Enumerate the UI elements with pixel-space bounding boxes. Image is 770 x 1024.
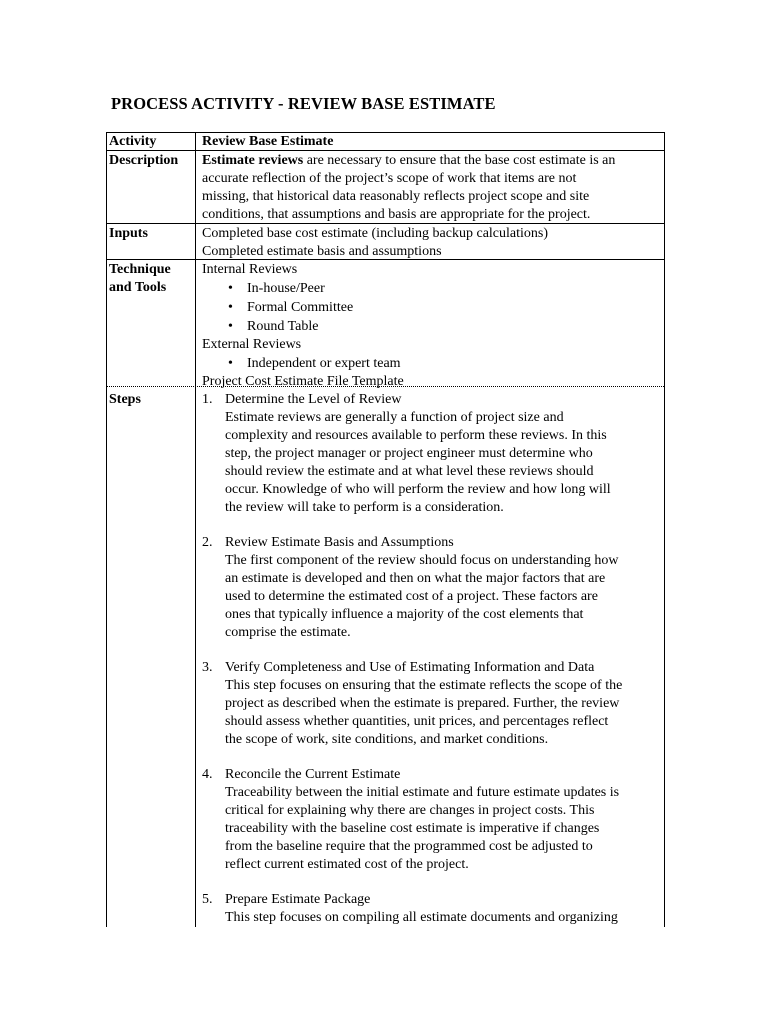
techniques-text	[202, 261, 660, 391]
description-line	[202, 152, 660, 170]
bullet-item	[202, 354, 660, 373]
description-line: conditions, that assumptions and basis are appropriate for the project.	[202, 207, 591, 222]
external-reviews-heading: External Reviews	[202, 337, 302, 352]
steps-label: Steps	[109, 392, 141, 407]
bullet-text: Independent or expert team	[247, 356, 401, 371]
step-title: Verify Completeness and Use of Estimating Information and Data	[225, 660, 595, 675]
step-line: the scope of work, site conditions, and market conditions.	[225, 732, 549, 747]
row-divider	[107, 150, 664, 151]
step-line: the review will take to perform is a consideration.	[225, 500, 504, 515]
page-title: PROCESS ACTIVITY - REVIEW BASE ESTIMATE	[111, 94, 496, 113]
activity-value: Review Base Estimate	[202, 134, 334, 149]
row-divider	[107, 386, 664, 387]
step-line: should assess whether quantities, unit prices, and percentages reflect	[225, 714, 609, 729]
step-line: step, the project manager or project engineer must determine who	[225, 446, 593, 461]
techniques-label-line2: and Tools	[109, 280, 167, 295]
step-line: comprise the estimate.	[225, 625, 351, 640]
description-line1-rest: are necessary to ensure that the base cost estimate is an	[303, 153, 616, 168]
step-line: This step focuses on compiling all estimate documents and organizing	[225, 910, 618, 925]
inputs-text	[202, 225, 660, 261]
step-line: ones that typically influence a majority of the cost elements that	[225, 607, 584, 622]
activity-label: Activity	[109, 134, 157, 149]
step-number: 5.	[202, 892, 213, 907]
process-activity-table	[106, 132, 665, 927]
inputs-line: Completed estimate basis and assumptions	[202, 244, 442, 259]
step-title: Reconcile the Current Estimate	[225, 767, 401, 782]
step-item	[202, 391, 660, 517]
inputs-label: Inputs	[109, 226, 148, 241]
internal-reviews-heading: Internal Reviews	[202, 262, 298, 277]
description-lead: Estimate reviews	[202, 153, 304, 168]
step-line: Traceability between the initial estimate and future estimate updates is	[225, 785, 620, 800]
step-line: should review the estimate and at what level these reviews should	[225, 464, 594, 479]
bullet-text: Formal Committee	[247, 300, 354, 315]
column-divider	[195, 133, 196, 927]
step-line: used to determine the estimated cost of a project. These factors are	[225, 589, 598, 604]
template-line: Project Cost Estimate File Template	[202, 374, 404, 389]
bullet-icon: •	[228, 356, 233, 371]
bullet-icon: •	[228, 300, 233, 315]
bullet-item	[202, 317, 660, 336]
bullet-item	[202, 298, 660, 317]
step-number: 3.	[202, 660, 213, 675]
step-line: The first component of the review should focus on understanding how	[225, 553, 619, 568]
step-line: from the baseline require that the programmed cost be adjusted to	[225, 839, 593, 854]
step-title: Determine the Level of Review	[225, 392, 402, 407]
description-label: Description	[109, 153, 179, 168]
bullet-icon: •	[228, 319, 233, 334]
step-item	[202, 766, 660, 874]
step-number: 4.	[202, 767, 213, 782]
step-item	[202, 534, 660, 642]
description-text	[202, 152, 660, 224]
description-line: missing, that historical data reasonably reflects project scope and site	[202, 189, 590, 204]
description-line: accurate reflection of the project’s scope of work that items are not	[202, 171, 577, 186]
bullet-text: In-house/Peer	[247, 281, 325, 296]
step-line: occur. Knowledge of who will perform the review and how long will	[225, 482, 611, 497]
step-line: complexity and resources available to perform these reviews. In this	[225, 428, 607, 443]
step-line: an estimate is developed and then on what the major factors that are	[225, 571, 606, 586]
step-line: This step focuses on ensuring that the estimate reflects the scope of the	[225, 678, 623, 693]
step-number: 2.	[202, 535, 213, 550]
bullet-item	[202, 279, 660, 298]
step-line: critical for explaining why there are changes in project costs. This	[225, 803, 595, 818]
bullet-text: Round Table	[247, 319, 319, 334]
step-item	[202, 659, 660, 749]
inputs-line: Completed base cost estimate (including backup calculations)	[202, 226, 549, 241]
step-title: Review Estimate Basis and Assumptions	[225, 535, 454, 550]
step-line: traceability with the baseline cost estimate is imperative if changes	[225, 821, 600, 836]
row-divider	[107, 223, 664, 224]
steps-list	[202, 391, 660, 927]
bullet-icon: •	[228, 281, 233, 296]
step-item	[202, 891, 660, 927]
step-title: Prepare Estimate Package	[225, 892, 371, 907]
step-line: reflect current estimated cost of the project.	[225, 857, 469, 872]
step-number: 1.	[202, 392, 213, 407]
row-divider	[107, 259, 664, 260]
step-line: project as described when the estimate is prepared. Further, the review	[225, 696, 620, 711]
techniques-label-line1: Technique	[109, 262, 171, 277]
step-line: Estimate reviews are generally a function of project size and	[225, 410, 564, 425]
